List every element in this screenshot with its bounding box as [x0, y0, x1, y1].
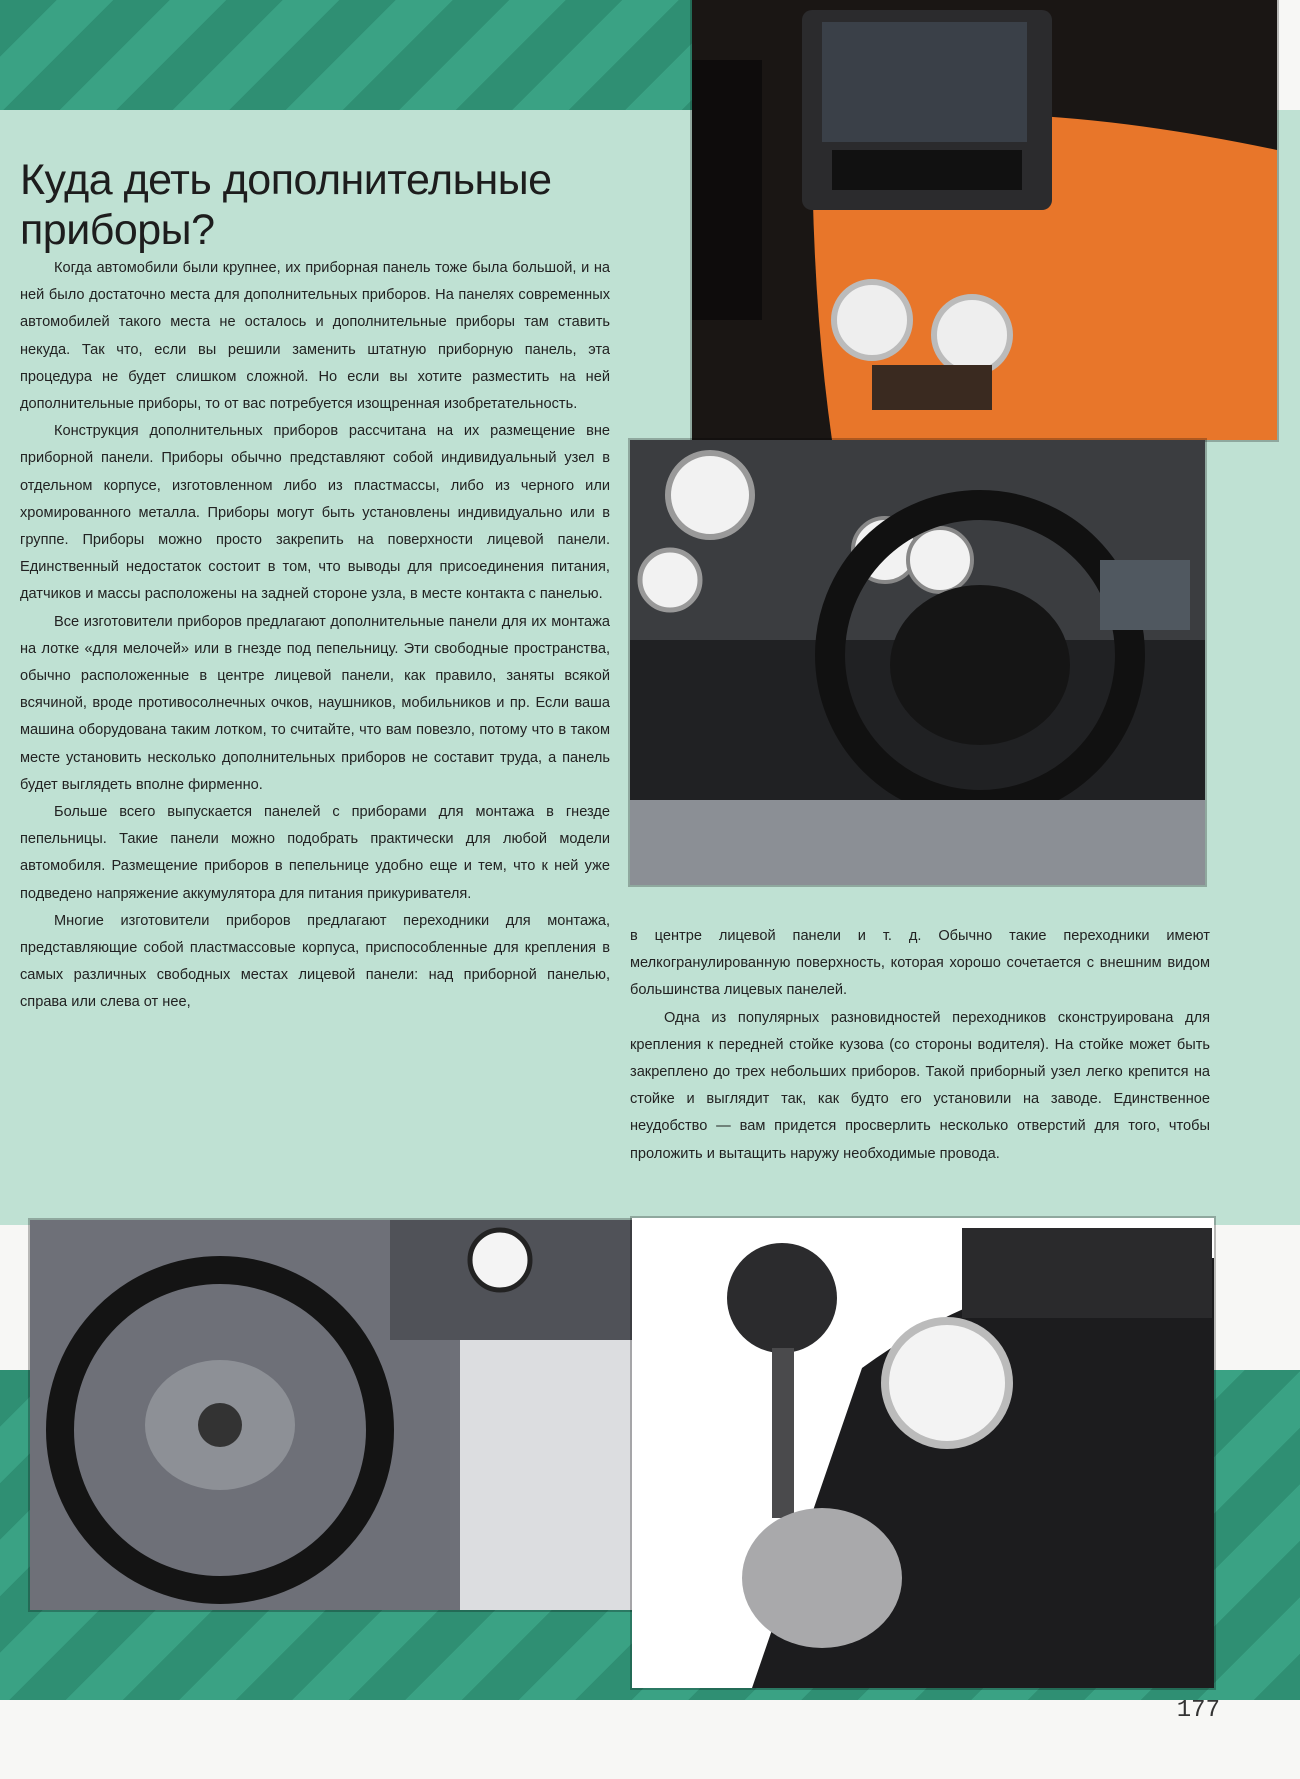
photo-steering-wheel-carbon: [630, 440, 1205, 885]
top-green-band: [0, 0, 700, 120]
photo-sport-steering-wheel: [30, 1220, 635, 1610]
gauge-1-icon: [834, 282, 910, 358]
paragraph: Больше всего выпускается панелей с приборами для монтажа в гнезде пепельницы. Такие панели можно подобрать практически для любой модели автомобиля. Размещение приборов в пепельнице удобно еще и тем, что к ней уже подведено напряжение аккумулятора для питания прикуривателя.: [20, 804, 610, 902]
page-number: 177: [1176, 1697, 1220, 1724]
article-title: Куда деть дополнительные приборы?: [20, 156, 552, 254]
paragraph: Многие изготовители приборов предлагают переходники для монтажа, представляющие собой пластмассовые корпуса, приспособленные для крепления в самых различных свободных местах лицевой панели: над приборной панелью, справа или слева от нее,: [20, 912, 610, 1011]
paragraph: Все изготовители приборов предлагают дополнительные панели для их монтажа на лотке «для мелочей» или в гнезде под пепельницу. Эти свободные пространства, обычно расположенные в центре лицевой панели, как правило, заняты всякой всячиной, вроде противосолнечных очков, наушников, мобильников и пр. Если ваша машина оборудована таким лотком, то считайте, что вам повезло, потому что в таком месте установить несколько дополнительных приборов не составит труда, а панель будет выглядеть вполне фирменно.: [20, 613, 610, 793]
left-text-column: [20, 255, 610, 1017]
paragraph: Когда автомобили были крупнее, их приборная панель тоже была большой, и на ней было достаточно места для дополнительных приборов. На панелях современных автомобилей такого места не осталось и дополнительные приборы там ставить некуда. Так что, если вы решили заменить штатную приборную панель, эта процедура не будет слишком сложной. Но если вы хотите разместить на ней дополнительные приборы, то от вас потребуется изощренная изобретательность.: [20, 260, 610, 413]
photo-gear-shifter-gauge: [632, 1218, 1214, 1688]
gauge-2-icon: [934, 297, 1010, 373]
gauge-icon: [885, 1321, 1009, 1445]
paragraph: Конструкция дополнительных приборов рассчитана на их размещение вне приборной панели. Приборы обычно представляют собой индивидуальный узел в отдельном корпусе, изготовленном либо из пластмассы, либо из черного или хромированного металла. Приборы могут быть установлены индивидуально или в группе. Приборы можно просто закрепить на поверхности лицевой панели. Единственный недостаток состоит в том, что выводы для присоединения питания, датчиков и массы расположены на задней стороне узла, в месте контакта с панелью.: [20, 423, 610, 603]
paragraph: в центре лицевой панели и т. д. Обычно такие переходники имеют мелкогранулированную поверхность, которая хорошо сочетается с внешним видом большинства лицевых панелей.: [630, 928, 1210, 999]
paragraph: Одна из популярных разновидностей переходников сконструирована для крепления к передней стойке кузова (со стороны водителя). На стойке может быть закреплено до трех небольших приборов. Такой приборный узел легко крепится на стойке и выглядит так, как будто его установили на заводе. Единственное неудобство — вам придется просверлить несколько отверстий для того, чтобы проложить и вытащить наружу необходимые провода.: [630, 1009, 1210, 1162]
right-text-column: [630, 923, 1210, 1168]
tachometer-icon: [470, 1230, 530, 1290]
shift-knob-icon: [727, 1243, 837, 1353]
gauge-pod-icon: [668, 453, 752, 537]
photo-orange-dashboard: [692, 0, 1277, 440]
